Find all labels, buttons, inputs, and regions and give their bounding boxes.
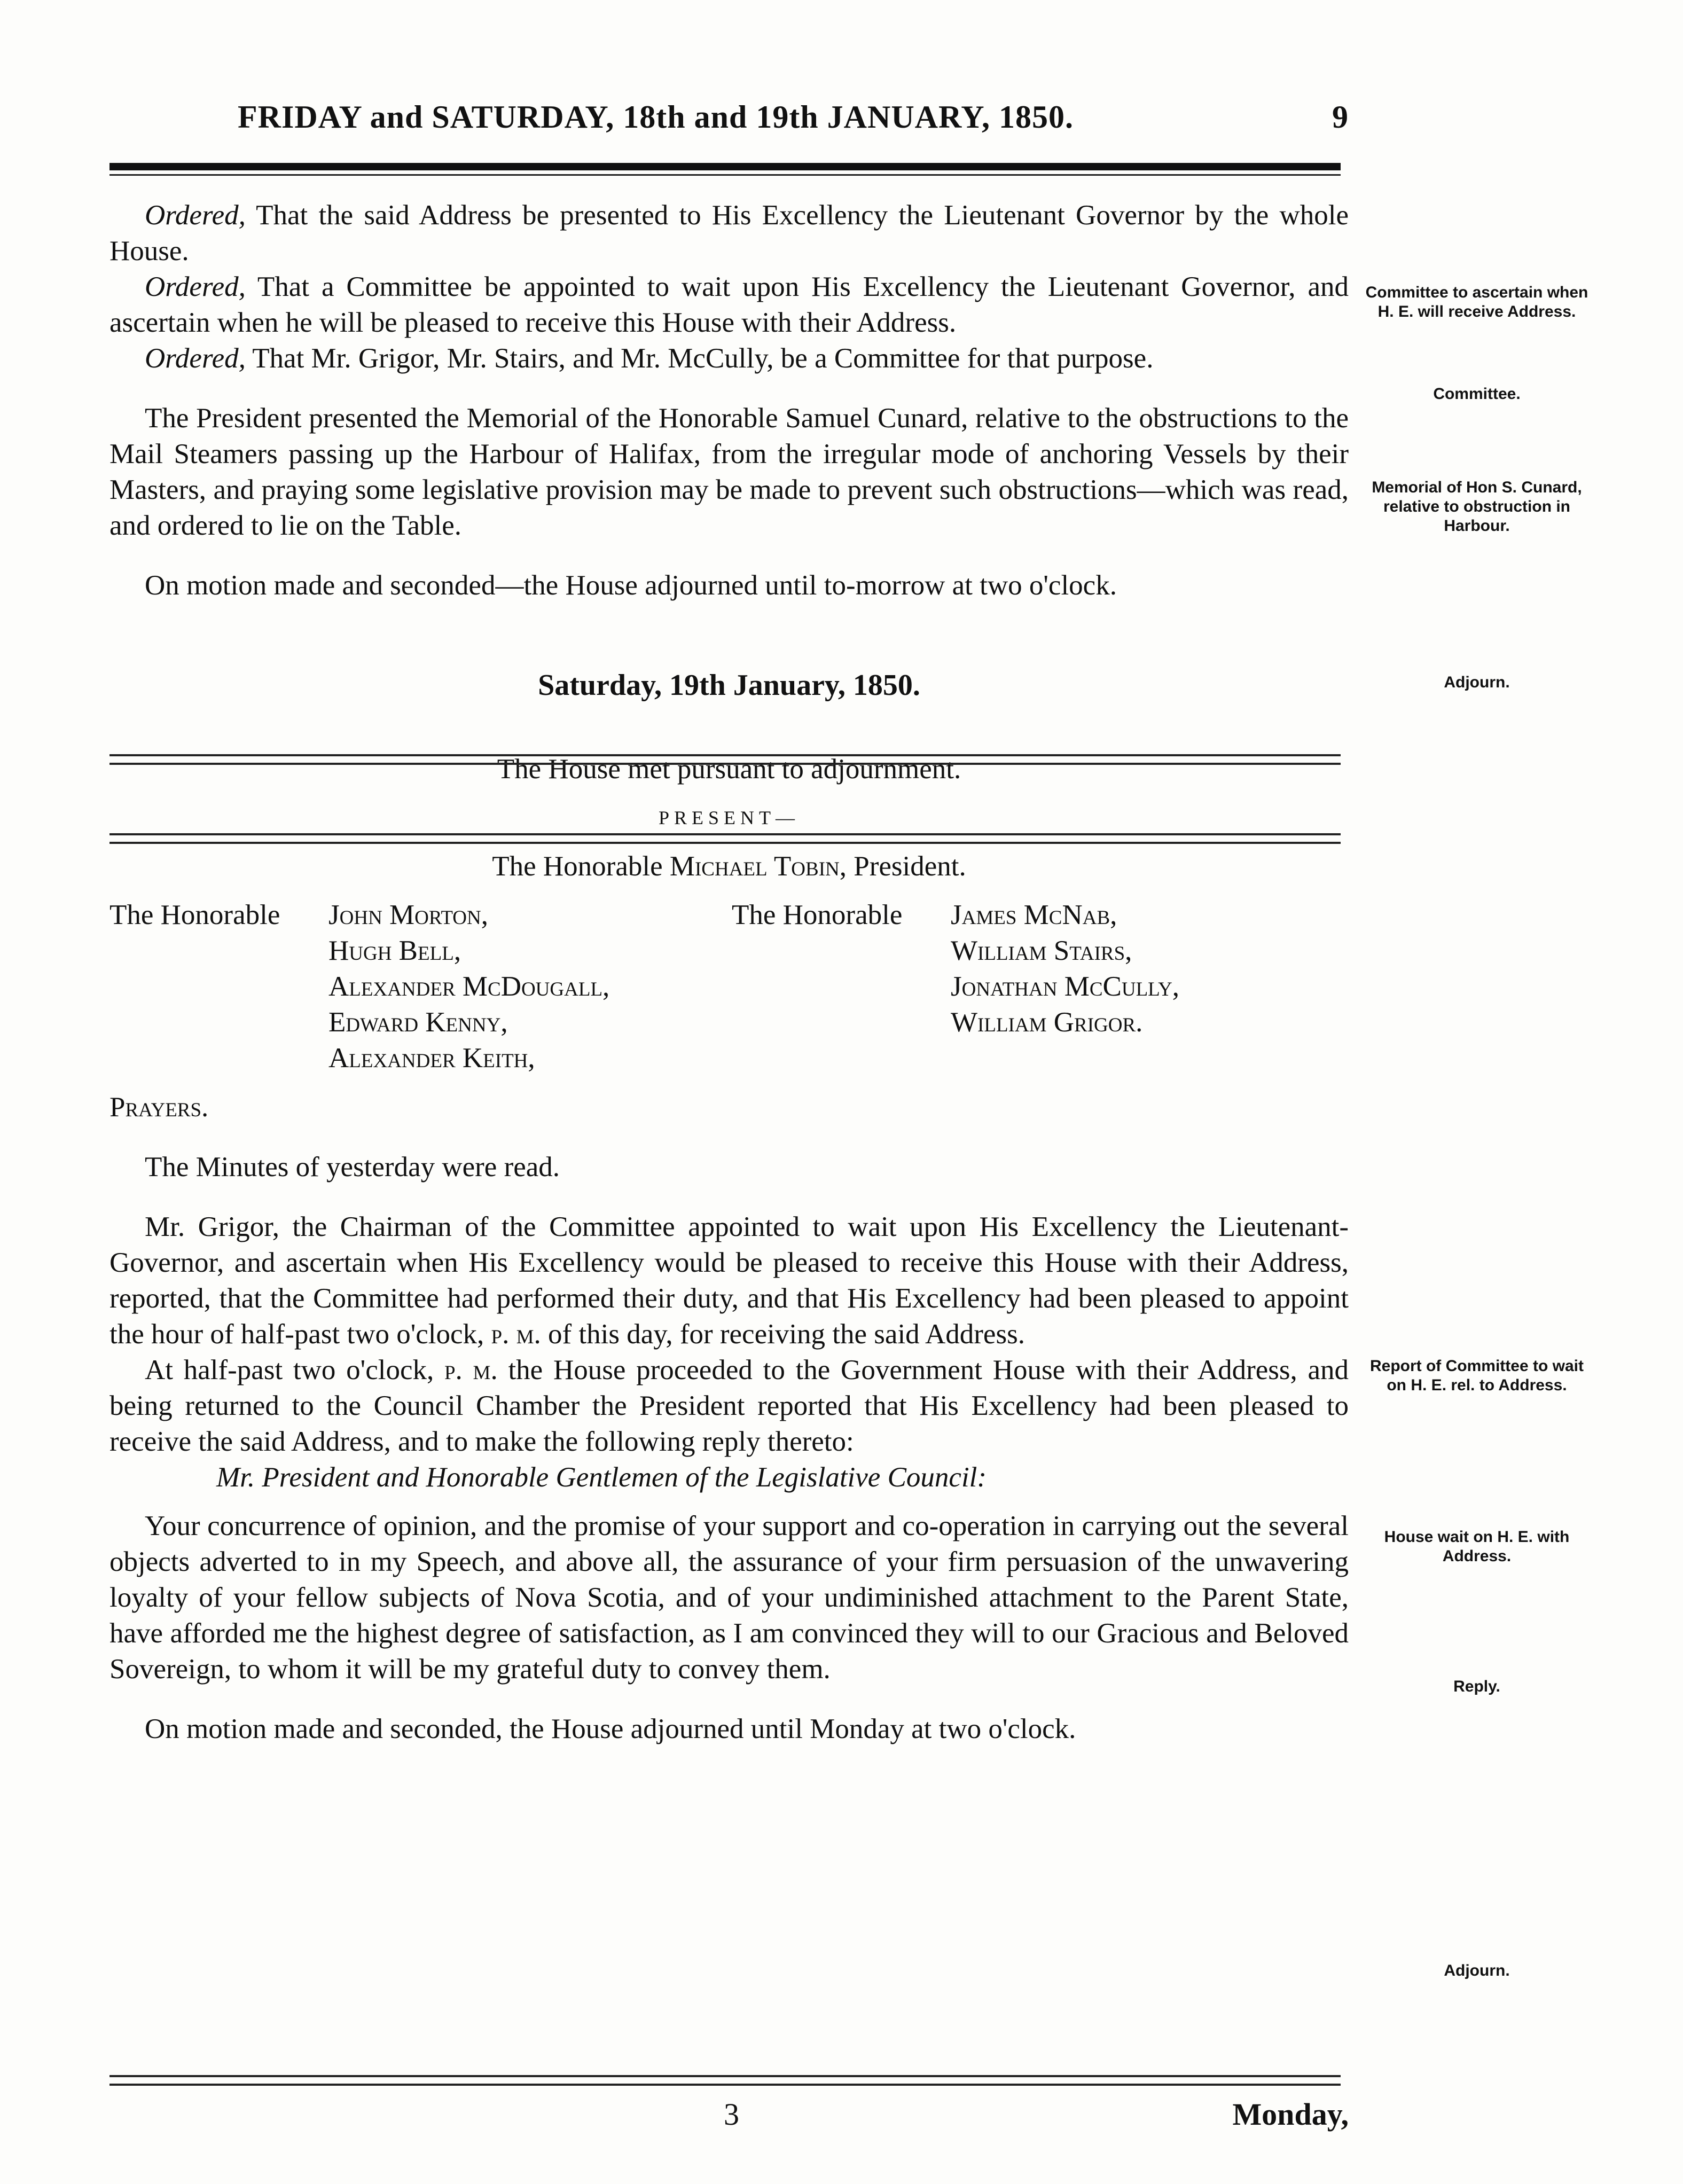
- adjourn-paragraph-1: On motion made and seconded—the House adjourned until to-morrow at two o'clock.: [145, 570, 1117, 601]
- adjourn-paragraph-2: On motion made and seconded, the House adjourned until Monday at two o'clock.: [145, 1713, 1076, 1744]
- member-name: Edward Kenny,: [328, 1007, 508, 1038]
- member-list-1: [328, 897, 609, 1076]
- president-line: [109, 849, 1349, 884]
- present-heading: PRESENT—: [658, 807, 800, 828]
- sidenote-reply: Reply.: [1453, 1678, 1500, 1695]
- sidenote-committee-ascertain: Committee to ascertain when H. E. will receive Address.: [1365, 284, 1588, 320]
- sidenote-memorial: Memorial of Hon S. Cunard, relative to obstruction in Harbour.: [1372, 479, 1582, 535]
- house-met-line: The House met pursuant to adjournment.: [497, 754, 961, 785]
- minutes-line: The Minutes of yesterday were read.: [145, 1152, 560, 1183]
- order-text: That a Committee be appointed to wait upon His Excellency the Lieutenant Governor, and ascertain when he will be pleased to receive this House with their Address.: [109, 271, 1349, 338]
- member-name: Alexander McDougall,: [328, 971, 610, 1002]
- reply-salutation: Mr. President and Honorable Gentlemen of the Legislative Council:: [216, 1462, 987, 1493]
- ordered-label: Ordered,: [145, 271, 246, 302]
- pm-abbrev: p. m.: [444, 1355, 498, 1385]
- pm-abbrev: p. m.: [491, 1319, 541, 1350]
- president-prefix: The Honorable: [492, 851, 663, 882]
- president-name: Michael Tobin: [669, 851, 840, 882]
- order-paragraph-2: [109, 269, 1349, 341]
- sidenote-adjourn-2: Adjourn.: [1444, 1962, 1510, 1979]
- prayers-line: Prayers.: [109, 1092, 209, 1123]
- members-present: [109, 897, 1349, 1074]
- header-rule-thick: [109, 163, 1341, 170]
- ordered-label: Ordered,: [145, 200, 246, 231]
- house-wait-paragraph: [109, 1352, 1349, 1460]
- order-paragraph-3: [109, 341, 1349, 377]
- member-name: Hugh Bell,: [328, 935, 461, 966]
- sidenote-house-wait: House wait on H. E. with Address.: [1384, 1528, 1570, 1565]
- committee-report-paragraph: [109, 1209, 1349, 1352]
- order-paragraph-1: [109, 198, 1349, 269]
- order-text: That the said Address be presented to His Excellency the Lieutenant Governor by the whole House.: [109, 200, 1349, 267]
- members-label: The Honorable: [109, 899, 280, 930]
- member-name: John Morton,: [328, 899, 488, 930]
- header-rule-thin: [109, 174, 1341, 176]
- sidenote-adjourn-1: Adjourn.: [1444, 674, 1510, 691]
- member-name: William Grigor.: [951, 1007, 1143, 1038]
- ordered-label: Ordered,: [145, 343, 246, 374]
- reply-paragraph: Your concurrence of opinion, and the promise of your support and co-operation in carrying out the several objects adverted to in my Speech, and above all, the assurance of your firm persuasion of the unwavering loyalty of your fellow subjects of Nova Scotia, and of your undiminished attachment to the Parent State, have afforded me the highest degree of satisfaction, as I am convinced they will to our Gracious and Beloved Sovereign, to whom it will be my grateful duty to convey them.: [109, 1510, 1349, 1685]
- page-number: 9: [1332, 99, 1349, 135]
- header-title: FRIDAY and SATURDAY, 18th and 19th JANUARY, 1850.: [238, 99, 1074, 135]
- signature-mark: 3: [724, 2097, 739, 2132]
- running-header: [109, 99, 1349, 147]
- sidenote-committee: Committee.: [1433, 385, 1521, 403]
- wait-text-b: the House proceeded to the Government House with their Address, and being returned to the Council Chamber the President reported that His Excellency had been pleased to receive the said Address, and to make the following reply thereto:: [109, 1355, 1349, 1457]
- date-heading: Saturday, 19th January, 1850.: [538, 669, 920, 702]
- member-name: Jonathan McCully,: [951, 971, 1180, 1002]
- page-footer: [109, 2096, 1349, 2139]
- section-rule-bottom: [109, 833, 1341, 844]
- member-name: Alexander Keith,: [328, 1043, 535, 1074]
- memorial-paragraph: The President presented the Memorial of the Honorable Samuel Cunard, relative to the obstructions to the Mail Steamers passing up the Harbour of Halifax, from the irregular mode of anchoring Vessels by their Masters, and praying some legislative provision may be made to prevent such obstructions—which was read, and ordered to lie on the Table.: [109, 403, 1349, 541]
- member-name: William Stairs,: [951, 935, 1132, 966]
- member-name: James McNab,: [951, 899, 1117, 930]
- report-tail: of this day, for receiving the said Address.: [548, 1319, 1025, 1350]
- report-text: Mr. Grigor, the Chairman of the Committee appointed to wait upon His Excellency the Lieutenant-Governor, and ascertain when His Excellency would be pleased to receive this House with their Address, reported, that the Committee had performed their duty, and that His Excellency had been pleased to appoint the hour of half-past two o'clock,: [109, 1211, 1349, 1350]
- president-suffix: , President.: [839, 851, 966, 882]
- members-label: The Honorable: [732, 899, 903, 930]
- wait-text-a: At half-past two o'clock,: [145, 1355, 434, 1385]
- section-rule-top: [109, 754, 1341, 765]
- sidenote-report: Report of Committee to wait on H. E. rel. to Address.: [1369, 1357, 1584, 1394]
- catchword: Monday,: [1232, 2097, 1349, 2132]
- journal-body: [109, 198, 1349, 1747]
- footer-rule: [109, 2075, 1341, 2086]
- order-text: That Mr. Grigor, Mr. Stairs, and Mr. McCully, be a Committee for that purpose.: [252, 343, 1154, 374]
- member-list-2: [951, 897, 1179, 1040]
